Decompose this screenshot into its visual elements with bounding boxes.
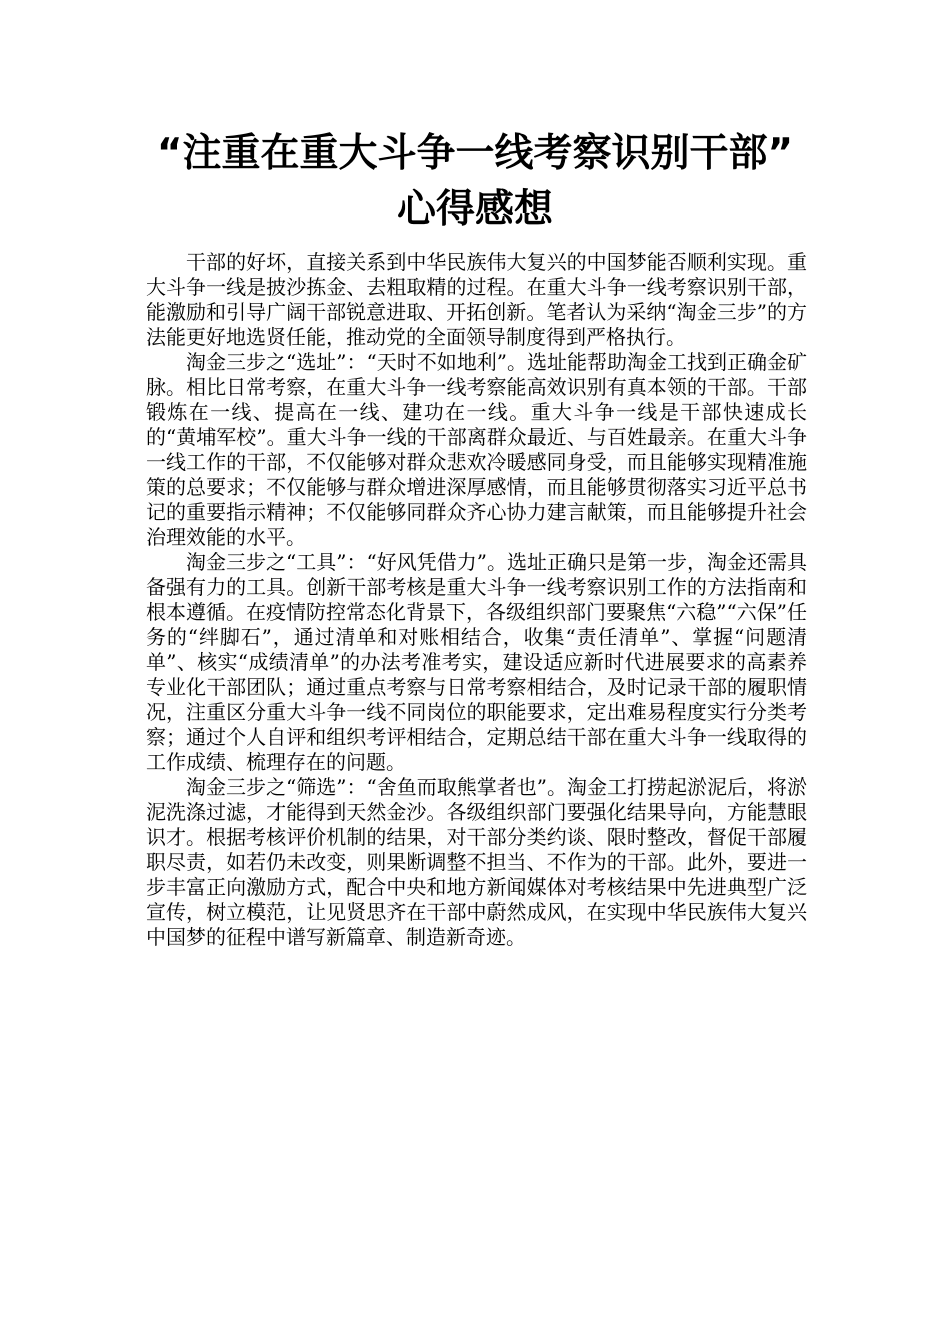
title-line-2: 心得感想 xyxy=(396,187,553,232)
document-body xyxy=(146,250,807,950)
paragraph-screening: 淘金三步之“筛选”：“舍鱼而取熊掌者也”。淘金工打捞起淤泥后，将淤泥洗涤过滤，才能得到天然金沙。各级组织部门要强化结果导向，方能慧眼识才。根据考核评价机制的结果，对干部分类约谈、限时整改，督促干部履职尽责，如若仍未改变，则果断调整不担当、不作为的干部。此外，要进一步丰富正向激励方式，配合中央和地方新闻媒体对考核结果中先进典型广泛宣传，树立模范，让见贤思齐在干部中蔚然成风，在实现中华民族伟大复兴中国梦的征程中谱写新篇章、制造新奇迹。 xyxy=(146,775,807,949)
title-line-1: “注重在重大斗争一线考察识别干部” xyxy=(156,131,794,176)
document-title xyxy=(110,126,840,238)
paragraph-tools: 淘金三步之“工具”：“好风凭借力”。选址正确只是第一步，淘金还需具备强有力的工具。创新干部考核是重大斗争一线考察识别工作的方法指南和根本遵循。在疫情防控常态化背景下，各级组织部门要聚焦“六稳”“六保”任务的“绊脚石”，通过清单和对账相结合，收集“责任清单”、掌握“问题清单”、核实“成绩清单”的办法考准考实，建设适应新时代进展要求的高素养专业化干部团队；通过重点考察与日常考察相结合，及时记录干部的履职情况，注重区分重大斗争一线不同岗位的职能要求，定出难易程度实行分类考察；通过个人自评和组织考评相结合，定期总结干部在重大斗争一线取得的工作成绩、梳理存在的问题。 xyxy=(146,550,807,774)
paragraph-site-selection: 淘金三步之“选址”：“天时不如地利”。选址能帮助淘金工找到正确金矿脉。相比日常考察，在重大斗争一线考察能高效识别有真本领的干部。干部锻炼在一线、提高在一线、建功在一线。重大斗争一线是干部快速成长的“黄埔军校”。重大斗争一线的干部离群众最近、与百姓最亲。在重大斗争一线工作的干部，不仅能够对群众悲欢冷暖感同身受，而且能够实现精准施策的总要求；不仅能够与群众增进深厚感情，而且能够贯彻落实习近平总书记的重要指示精神；不仅能够同群众齐心协力建言献策，而且能够提升社会治理效能的水平。 xyxy=(146,350,807,549)
paragraph-intro: 干部的好坏，直接关系到中华民族伟大复兴的中国梦能否顺利实现。重大斗争一线是披沙拣金、去粗取精的过程。在重大斗争一线考察识别干部，能激励和引导广阔干部锐意进取、开拓创新。笔者认为采纳“淘金三步”的方法能更好地选贤任能，推动党的全面领导制度得到严格执行。 xyxy=(146,250,807,349)
